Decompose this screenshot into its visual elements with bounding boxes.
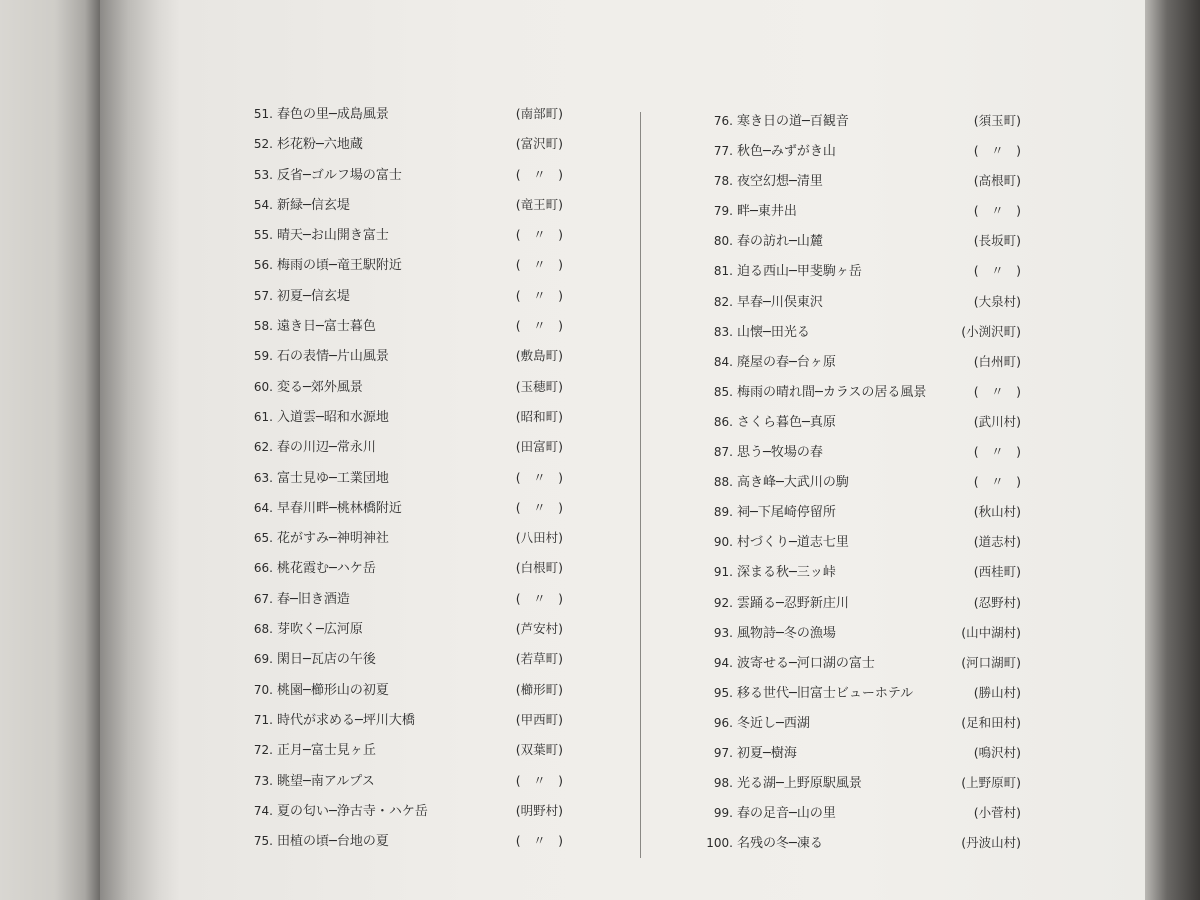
entry-number: 100. xyxy=(706,836,733,851)
entry-number: 58. xyxy=(253,319,273,334)
entry-number: 88. xyxy=(713,475,733,490)
entry-town: ( 〃 ) xyxy=(973,474,1021,490)
entry-number: 80. xyxy=(713,234,733,249)
entry-number: 74. xyxy=(253,803,273,818)
entry-title: 畔─東井出 xyxy=(737,204,797,220)
index-entry xyxy=(243,677,563,707)
entry-town: (八田村) xyxy=(515,530,563,546)
index-entry xyxy=(243,404,563,434)
index-entry xyxy=(243,798,563,828)
entry-title: 花がすみ─神明神社 xyxy=(277,531,389,547)
entry-town: (忍野村) xyxy=(973,594,1021,610)
entry-town: (明野村) xyxy=(515,802,563,818)
entry-number: 51. xyxy=(253,107,273,121)
entry-number: 93. xyxy=(713,625,733,640)
index-entry xyxy=(243,192,563,222)
entry-number: 59. xyxy=(253,349,273,364)
entry-town: (上野原町) xyxy=(961,775,1021,791)
index-entry xyxy=(703,289,1021,319)
entry-title: 晴天─お山開き富士 xyxy=(277,228,389,244)
index-entry xyxy=(243,465,563,495)
index-entry xyxy=(703,379,1021,409)
entry-title: 富士見ゆ─工業団地 xyxy=(277,470,389,486)
entry-title: 春色の里─成島風景 xyxy=(277,107,389,122)
entry-town: ( 〃 ) xyxy=(515,772,563,788)
entry-title: 田植の頃─台地の夏 xyxy=(277,834,389,850)
index-entry xyxy=(243,495,563,525)
entry-town: ( 〃 ) xyxy=(515,318,563,334)
entry-title: 変る─郊外風景 xyxy=(277,379,363,395)
entry-title: 芽吹く─広河原 xyxy=(277,622,363,638)
index-entry xyxy=(703,830,1021,860)
index-entry xyxy=(703,319,1021,349)
entry-title: 移る世代─旧富士ビューホテル xyxy=(737,685,914,701)
index-column-right xyxy=(703,108,1021,860)
index-entry xyxy=(703,168,1021,198)
index-entry xyxy=(703,228,1021,258)
entry-town: (勝山村) xyxy=(973,684,1021,700)
entry-number: 65. xyxy=(253,531,273,546)
index-entry xyxy=(243,828,563,858)
entry-number: 84. xyxy=(713,354,733,369)
entry-number: 67. xyxy=(253,591,273,606)
entry-number: 55. xyxy=(253,228,273,243)
entry-title: 夏の匂い─浄古寺・ハケ岳 xyxy=(277,803,428,819)
entry-number: 70. xyxy=(253,682,273,697)
index-entry xyxy=(243,768,563,798)
entry-town: (秋山村) xyxy=(973,504,1021,520)
entry-town: (白州町) xyxy=(973,353,1021,369)
entry-town: ( 〃 ) xyxy=(515,287,563,303)
entry-title: 梅雨の晴れ間─カラスの居る風景 xyxy=(737,384,927,400)
entry-town: (芦安村) xyxy=(515,621,563,637)
index-entry xyxy=(243,283,563,313)
entry-town: (若草町) xyxy=(515,651,563,667)
entry-number: 69. xyxy=(253,652,273,667)
entry-title: 冬近し─西湖 xyxy=(737,715,810,731)
entry-number: 77. xyxy=(713,144,733,159)
index-entry xyxy=(243,101,563,131)
entry-number: 62. xyxy=(253,440,273,455)
entry-town: (高根町) xyxy=(973,173,1021,189)
entry-town: ( 〃 ) xyxy=(973,383,1021,399)
entry-title: 風物詩─冬の漁場 xyxy=(737,625,836,641)
entry-number: 76. xyxy=(713,114,733,128)
entry-number: 78. xyxy=(713,174,733,189)
index-entry xyxy=(703,258,1021,288)
index-entry xyxy=(243,737,563,767)
entry-title: 新緑─信玄堤 xyxy=(277,197,350,213)
entry-title: 秋色─みずがき山 xyxy=(737,144,836,160)
entry-title: 村づくり─道志七里 xyxy=(737,535,849,551)
entry-number: 57. xyxy=(253,288,273,303)
index-entry xyxy=(243,586,563,616)
entry-title: 夜空幻想─清里 xyxy=(737,174,823,190)
index-entry xyxy=(703,439,1021,469)
entry-town: (南部町) xyxy=(515,106,563,121)
entry-title: 春─旧き酒造 xyxy=(277,591,350,607)
entry-town: (長坂町) xyxy=(973,233,1021,249)
index-entry xyxy=(243,131,563,161)
entry-number: 63. xyxy=(253,470,273,485)
entry-title: 春の訪れ─山麓 xyxy=(737,234,823,250)
index-entry xyxy=(703,620,1021,650)
column-divider xyxy=(640,112,641,858)
entry-number: 97. xyxy=(713,745,733,760)
entry-town: ( 〃 ) xyxy=(973,143,1021,159)
index-column-left xyxy=(243,101,563,858)
entry-town: ( 〃 ) xyxy=(515,499,563,515)
entry-town: (須玉町) xyxy=(973,113,1021,128)
entry-town: (河口湖町) xyxy=(961,654,1021,670)
entry-title: 眺望─南アルプス xyxy=(277,773,375,789)
entry-town: (富沢町) xyxy=(515,136,563,152)
entry-title: 杉花粉─六地蔵 xyxy=(277,137,363,153)
entry-town: (玉穂町) xyxy=(515,378,563,394)
index-entry xyxy=(243,616,563,646)
entry-title: 春の川辺─常永川 xyxy=(277,440,376,456)
index-entry xyxy=(703,409,1021,439)
entry-number: 82. xyxy=(713,294,733,309)
book-gutter xyxy=(100,0,180,900)
index-entry xyxy=(703,499,1021,529)
entry-town: (甲西町) xyxy=(515,711,563,727)
entry-number: 71. xyxy=(253,712,273,727)
entry-number: 86. xyxy=(713,414,733,429)
entry-town: (小渕沢町) xyxy=(961,323,1021,339)
entry-title: 廃屋の春─台ヶ原 xyxy=(737,354,836,370)
entry-title: 高き峰─大武川の駒 xyxy=(737,475,849,491)
entry-town: (山中湖村) xyxy=(961,624,1021,640)
entry-title: 思う─牧場の春 xyxy=(737,445,823,461)
entry-title: 迫る西山─甲斐駒ヶ岳 xyxy=(737,264,862,280)
entry-title: 早春川畔─桃林橋附近 xyxy=(277,500,402,516)
entry-town: (西桂町) xyxy=(973,564,1021,580)
index-entry xyxy=(243,252,563,282)
entry-town: (丹波山村) xyxy=(961,835,1021,851)
entry-number: 61. xyxy=(253,409,273,424)
entry-number: 95. xyxy=(713,685,733,700)
entry-title: 正月─富士見ヶ丘 xyxy=(277,743,376,759)
index-entry xyxy=(703,529,1021,559)
entry-number: 87. xyxy=(713,445,733,460)
entry-town: (大泉村) xyxy=(973,293,1021,309)
entry-number: 60. xyxy=(253,379,273,394)
index-entry xyxy=(703,590,1021,620)
entry-title: 反省─ゴルフ場の富士 xyxy=(277,167,402,183)
entry-number: 99. xyxy=(713,806,733,821)
index-entry xyxy=(703,138,1021,168)
entry-number: 53. xyxy=(253,167,273,182)
entry-title: 春の足音─山の里 xyxy=(737,806,836,822)
entry-title: 時代が求める─坪川大橋 xyxy=(277,712,415,728)
entry-town: (足和田村) xyxy=(961,714,1021,730)
index-entry xyxy=(703,349,1021,379)
entry-number: 52. xyxy=(253,137,273,152)
entry-town: (昭和町) xyxy=(515,408,563,424)
entry-number: 92. xyxy=(713,595,733,610)
entry-number: 85. xyxy=(713,384,733,399)
entry-title: 初夏─信玄堤 xyxy=(277,288,350,304)
entry-title: 祠─下尾崎停留所 xyxy=(737,505,836,521)
entry-number: 94. xyxy=(713,655,733,670)
entry-title: 遠き日─富士暮色 xyxy=(277,319,376,335)
entry-town: (武川村) xyxy=(973,413,1021,429)
left-page-edge xyxy=(0,0,100,900)
entry-town: ( 〃 ) xyxy=(515,227,563,243)
index-entry xyxy=(703,800,1021,830)
entry-number: 64. xyxy=(253,500,273,515)
entry-number: 91. xyxy=(713,565,733,580)
entry-title: 閑日─瓦店の午後 xyxy=(277,652,376,668)
entry-title: 名残の冬─凍る xyxy=(737,836,823,852)
entry-town: ( 〃 ) xyxy=(973,263,1021,279)
entry-town: (道志村) xyxy=(973,534,1021,550)
entry-town: ( 〃 ) xyxy=(973,203,1021,219)
entry-title: 梅雨の頃─竜王駅附近 xyxy=(277,258,402,274)
entry-title: 山懐─田光る xyxy=(737,324,810,340)
index-entry xyxy=(703,740,1021,770)
entry-number: 72. xyxy=(253,743,273,758)
index-entry xyxy=(243,374,563,404)
entry-town: (双葉町) xyxy=(515,742,563,758)
index-entry xyxy=(703,559,1021,589)
entry-town: (竜王町) xyxy=(515,196,563,212)
entry-town: (敷島町) xyxy=(515,348,563,364)
index-entry xyxy=(243,313,563,343)
index-entry xyxy=(703,710,1021,740)
entry-town: ( 〃 ) xyxy=(515,469,563,485)
index-entry xyxy=(703,469,1021,499)
index-entry xyxy=(243,525,563,555)
index-entry xyxy=(703,650,1021,680)
entry-town: ( 〃 ) xyxy=(515,257,563,273)
index-entry xyxy=(703,108,1021,138)
entry-title: 石の表情─片山風景 xyxy=(277,349,389,365)
index-entry xyxy=(703,680,1021,710)
entry-title: 光る湖─上野原駅風景 xyxy=(737,776,862,792)
entry-title: 早春─川俣東沢 xyxy=(737,294,823,310)
index-entry xyxy=(703,770,1021,800)
entry-title: 入道雲─昭和水源地 xyxy=(277,409,389,425)
entry-number: 56. xyxy=(253,258,273,273)
entry-number: 73. xyxy=(253,773,273,788)
index-entry xyxy=(243,707,563,737)
index-entry xyxy=(243,555,563,585)
entry-town: ( 〃 ) xyxy=(515,166,563,182)
entry-title: 桃園─櫛形山の初夏 xyxy=(277,682,389,698)
index-entry xyxy=(243,343,563,373)
entry-town: (櫛形町) xyxy=(515,681,563,697)
page-edge-shadow xyxy=(1145,0,1200,900)
entry-number: 66. xyxy=(253,561,273,576)
entry-town: ( 〃 ) xyxy=(515,833,563,849)
entry-number: 75. xyxy=(253,834,273,849)
entry-title: 波寄せる─河口湖の富士 xyxy=(737,655,875,671)
entry-town: (小菅村) xyxy=(973,805,1021,821)
entry-number: 81. xyxy=(713,264,733,279)
index-entry xyxy=(243,646,563,676)
index-entry xyxy=(243,434,563,464)
entry-title: さくら暮色─真原 xyxy=(737,414,836,430)
index-entry xyxy=(703,198,1021,228)
entry-number: 68. xyxy=(253,622,273,637)
entry-number: 83. xyxy=(713,324,733,339)
entry-town: (鳴沢村) xyxy=(973,744,1021,760)
entry-town: ( 〃 ) xyxy=(973,444,1021,460)
entry-town: (田富町) xyxy=(515,439,563,455)
entry-number: 89. xyxy=(713,505,733,520)
entry-number: 98. xyxy=(713,776,733,791)
entry-title: 初夏─樹海 xyxy=(737,745,797,761)
entry-title: 深まる秋─三ッ峠 xyxy=(737,565,836,581)
index-entry xyxy=(243,162,563,192)
entry-number: 90. xyxy=(713,535,733,550)
entry-title: 寒き日の道─百観音 xyxy=(737,114,849,129)
entry-number: 54. xyxy=(253,197,273,212)
entry-title: 雲踊る─忍野新庄川 xyxy=(737,595,849,611)
index-entry xyxy=(243,222,563,252)
entry-town: (白根町) xyxy=(515,560,563,576)
entry-number: 96. xyxy=(713,715,733,730)
entry-title: 桃花霞む─ハケ岳 xyxy=(277,561,376,577)
entry-number: 79. xyxy=(713,204,733,219)
entry-town: ( 〃 ) xyxy=(515,590,563,606)
